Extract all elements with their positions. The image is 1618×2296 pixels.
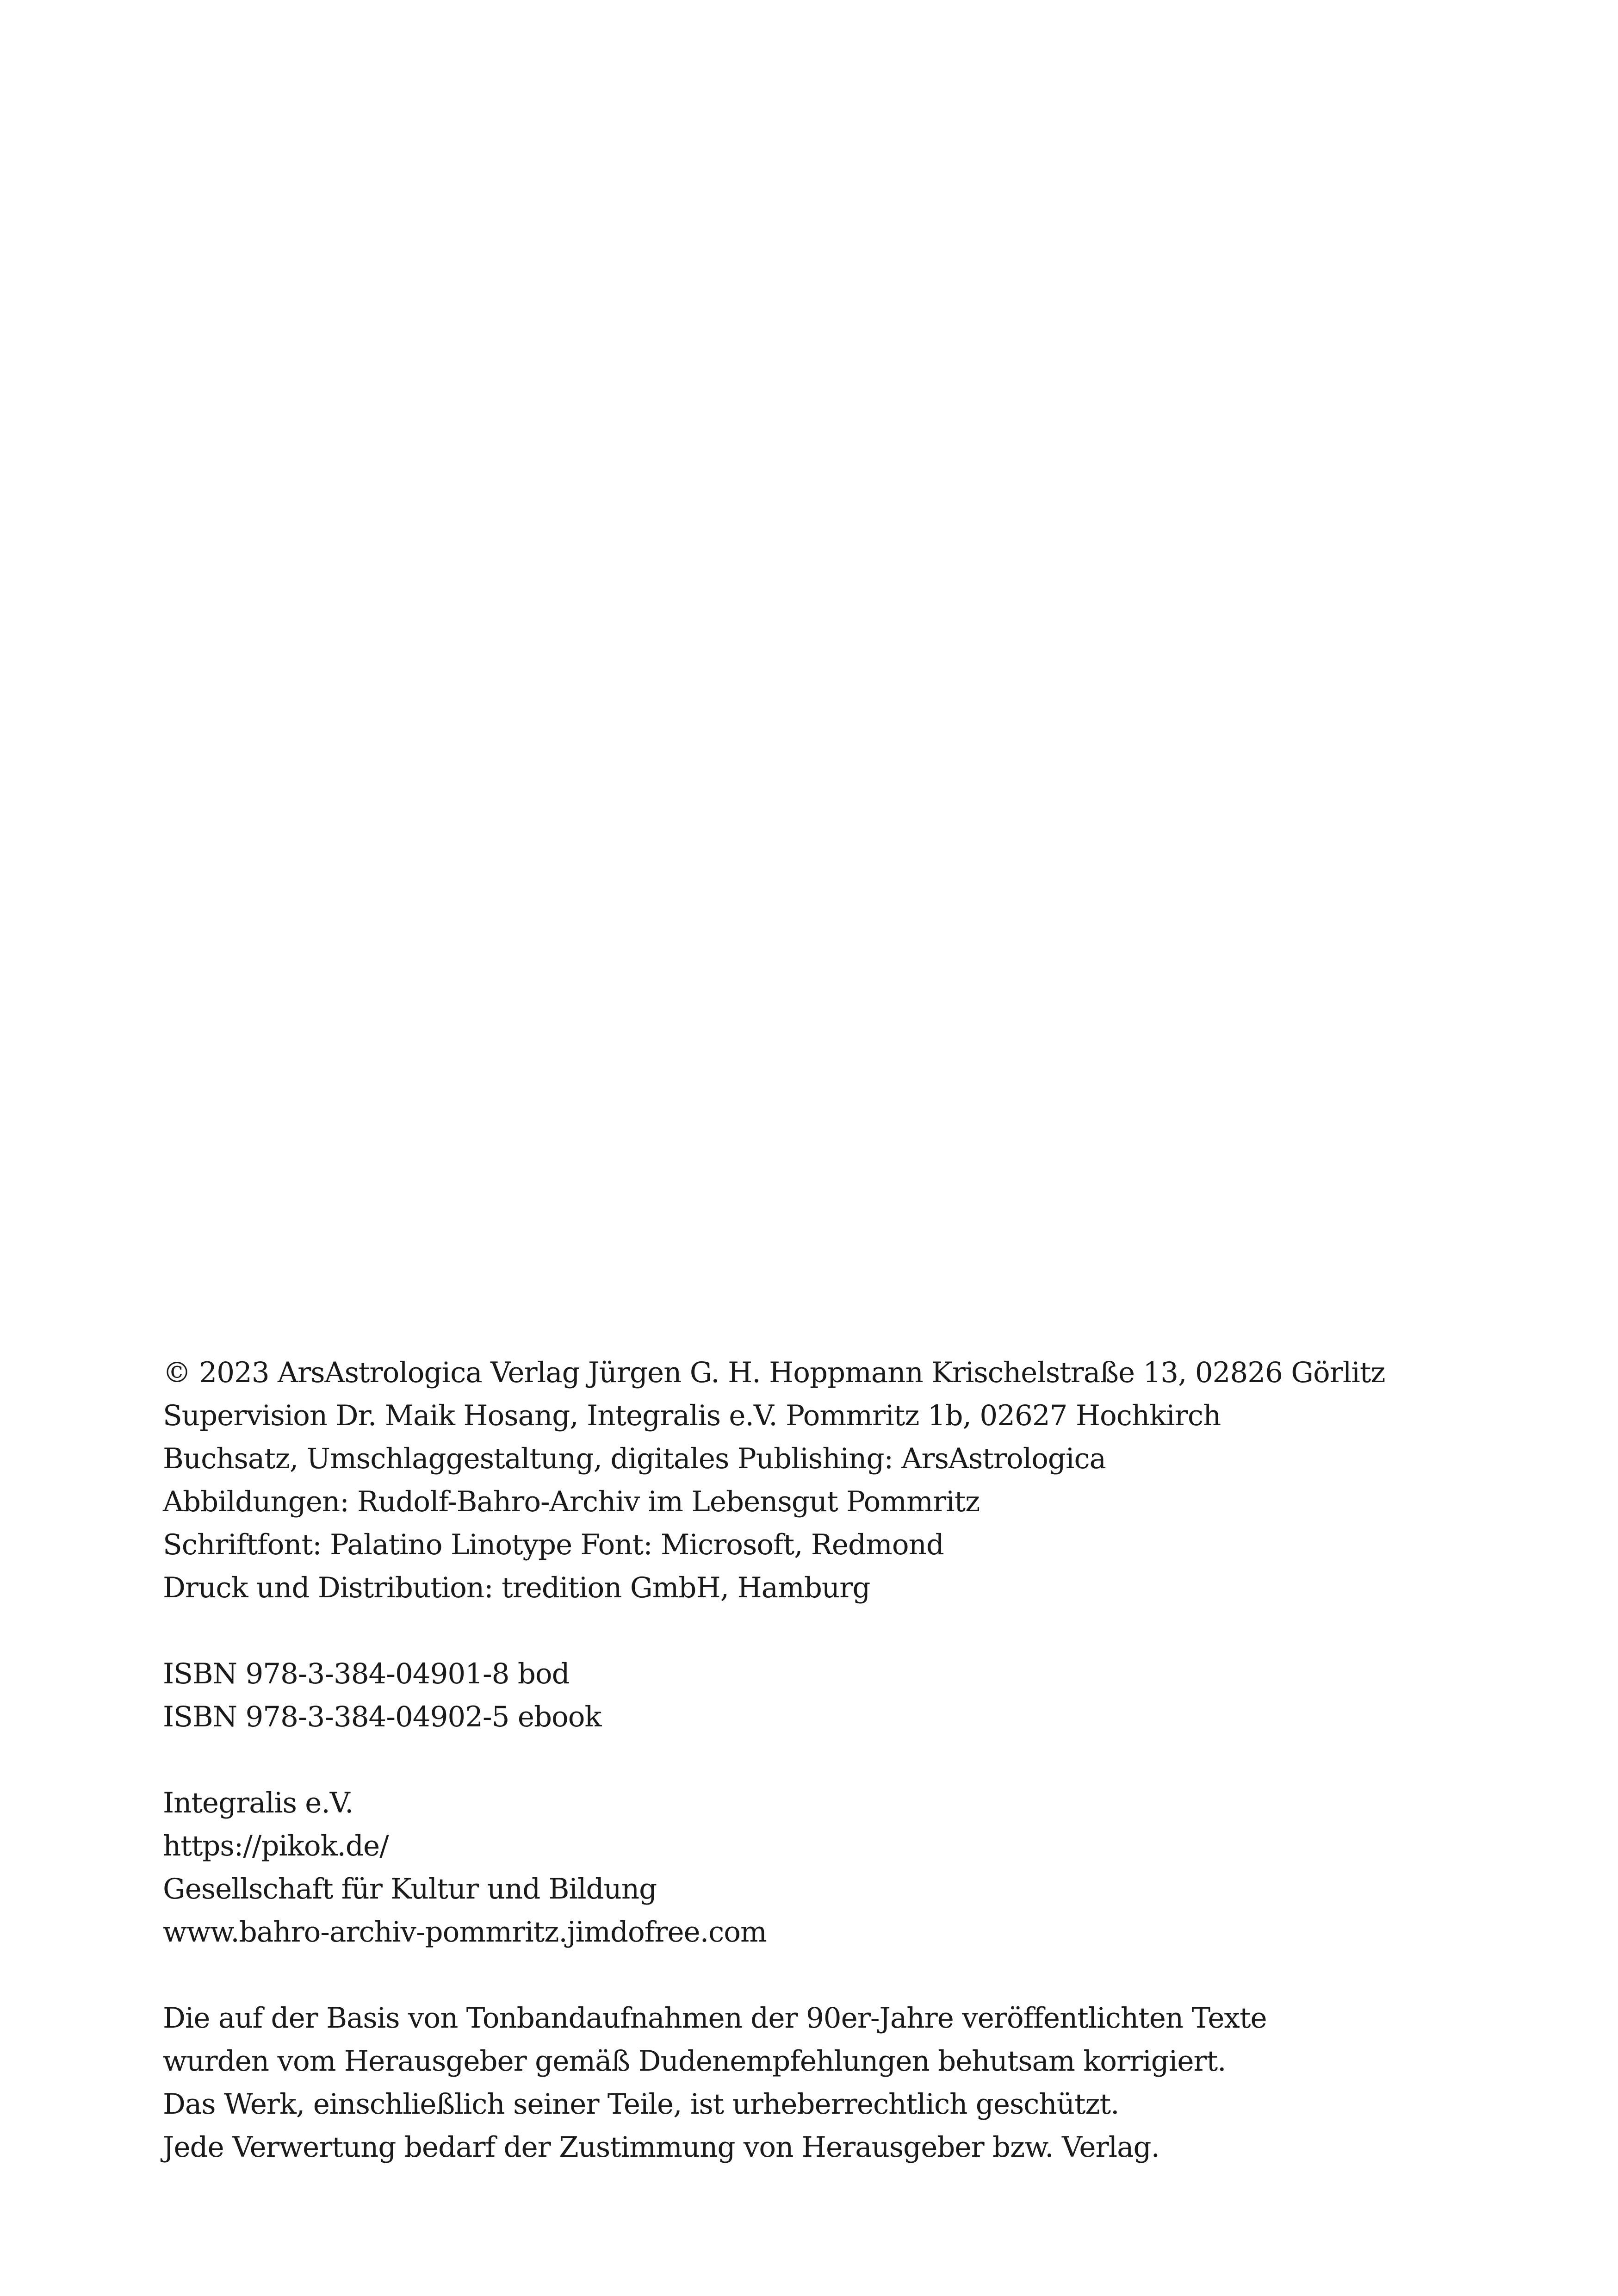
organization-block [163, 1781, 1505, 1954]
credits-block [163, 1351, 1505, 1609]
spacer [163, 1954, 1505, 1997]
archive-url: www.bahro-archiv-pommritz.jimdofree.com [163, 1916, 767, 1948]
isbn-ebook-line: ISBN 978-3-384-04902-5 ebook [163, 1700, 601, 1733]
notice-line: wurden vom Herausgeber gemäß Dudenempfehlungen behutsam korrigiert. [163, 2045, 1226, 2078]
supervision-line: Supervision Dr. Maik Hosang, Integralis e.V. Pommritz 1b, 02627 Hochkirch [163, 1399, 1221, 1432]
imprint-block [163, 1351, 1505, 2169]
spacer [163, 1609, 1505, 1652]
notice-block [163, 1997, 1505, 2169]
organization-description: Gesellschaft für Kultur und Bildung [163, 1873, 657, 1905]
font-line: Schriftfont: Palatino Linotype Font: Microsoft, Redmond [163, 1528, 944, 1561]
illustrations-line: Abbildungen: Rudolf-Bahro-Archiv im Lebensgut Pommritz [163, 1485, 980, 1518]
isbn-bod-line: ISBN 978-3-384-04901-8 bod [163, 1657, 570, 1690]
notice-line: Das Werk, einschließlich seiner Teile, ist urheberrechtlich geschützt. [163, 2088, 1119, 2121]
notice-line: Die auf der Basis von Tonbandaufnahmen der 90er-Jahre veröffentlichten Texte [163, 2002, 1267, 2035]
copyright-line: © 2023 ArsAstrologica Verlag Jürgen G. H. Hoppmann Krischelstraße 13, 02826 Görlitz [163, 1356, 1385, 1389]
printing-line: Druck und Distribution: tredition GmbH, Hamburg [163, 1571, 870, 1604]
spacer [163, 1738, 1505, 1781]
isbn-block [163, 1652, 1505, 1738]
organization-url: https://pikok.de/ [163, 1830, 389, 1862]
typesetting-line: Buchsatz, Umschlaggestaltung, digitales Publishing: ArsAstrologica [163, 1442, 1106, 1475]
notice-line: Jede Verwertung bedarf der Zustimmung von Herausgeber bzw. Verlag. [163, 2131, 1159, 2164]
organization-name: Integralis e.V. [163, 1787, 353, 1819]
